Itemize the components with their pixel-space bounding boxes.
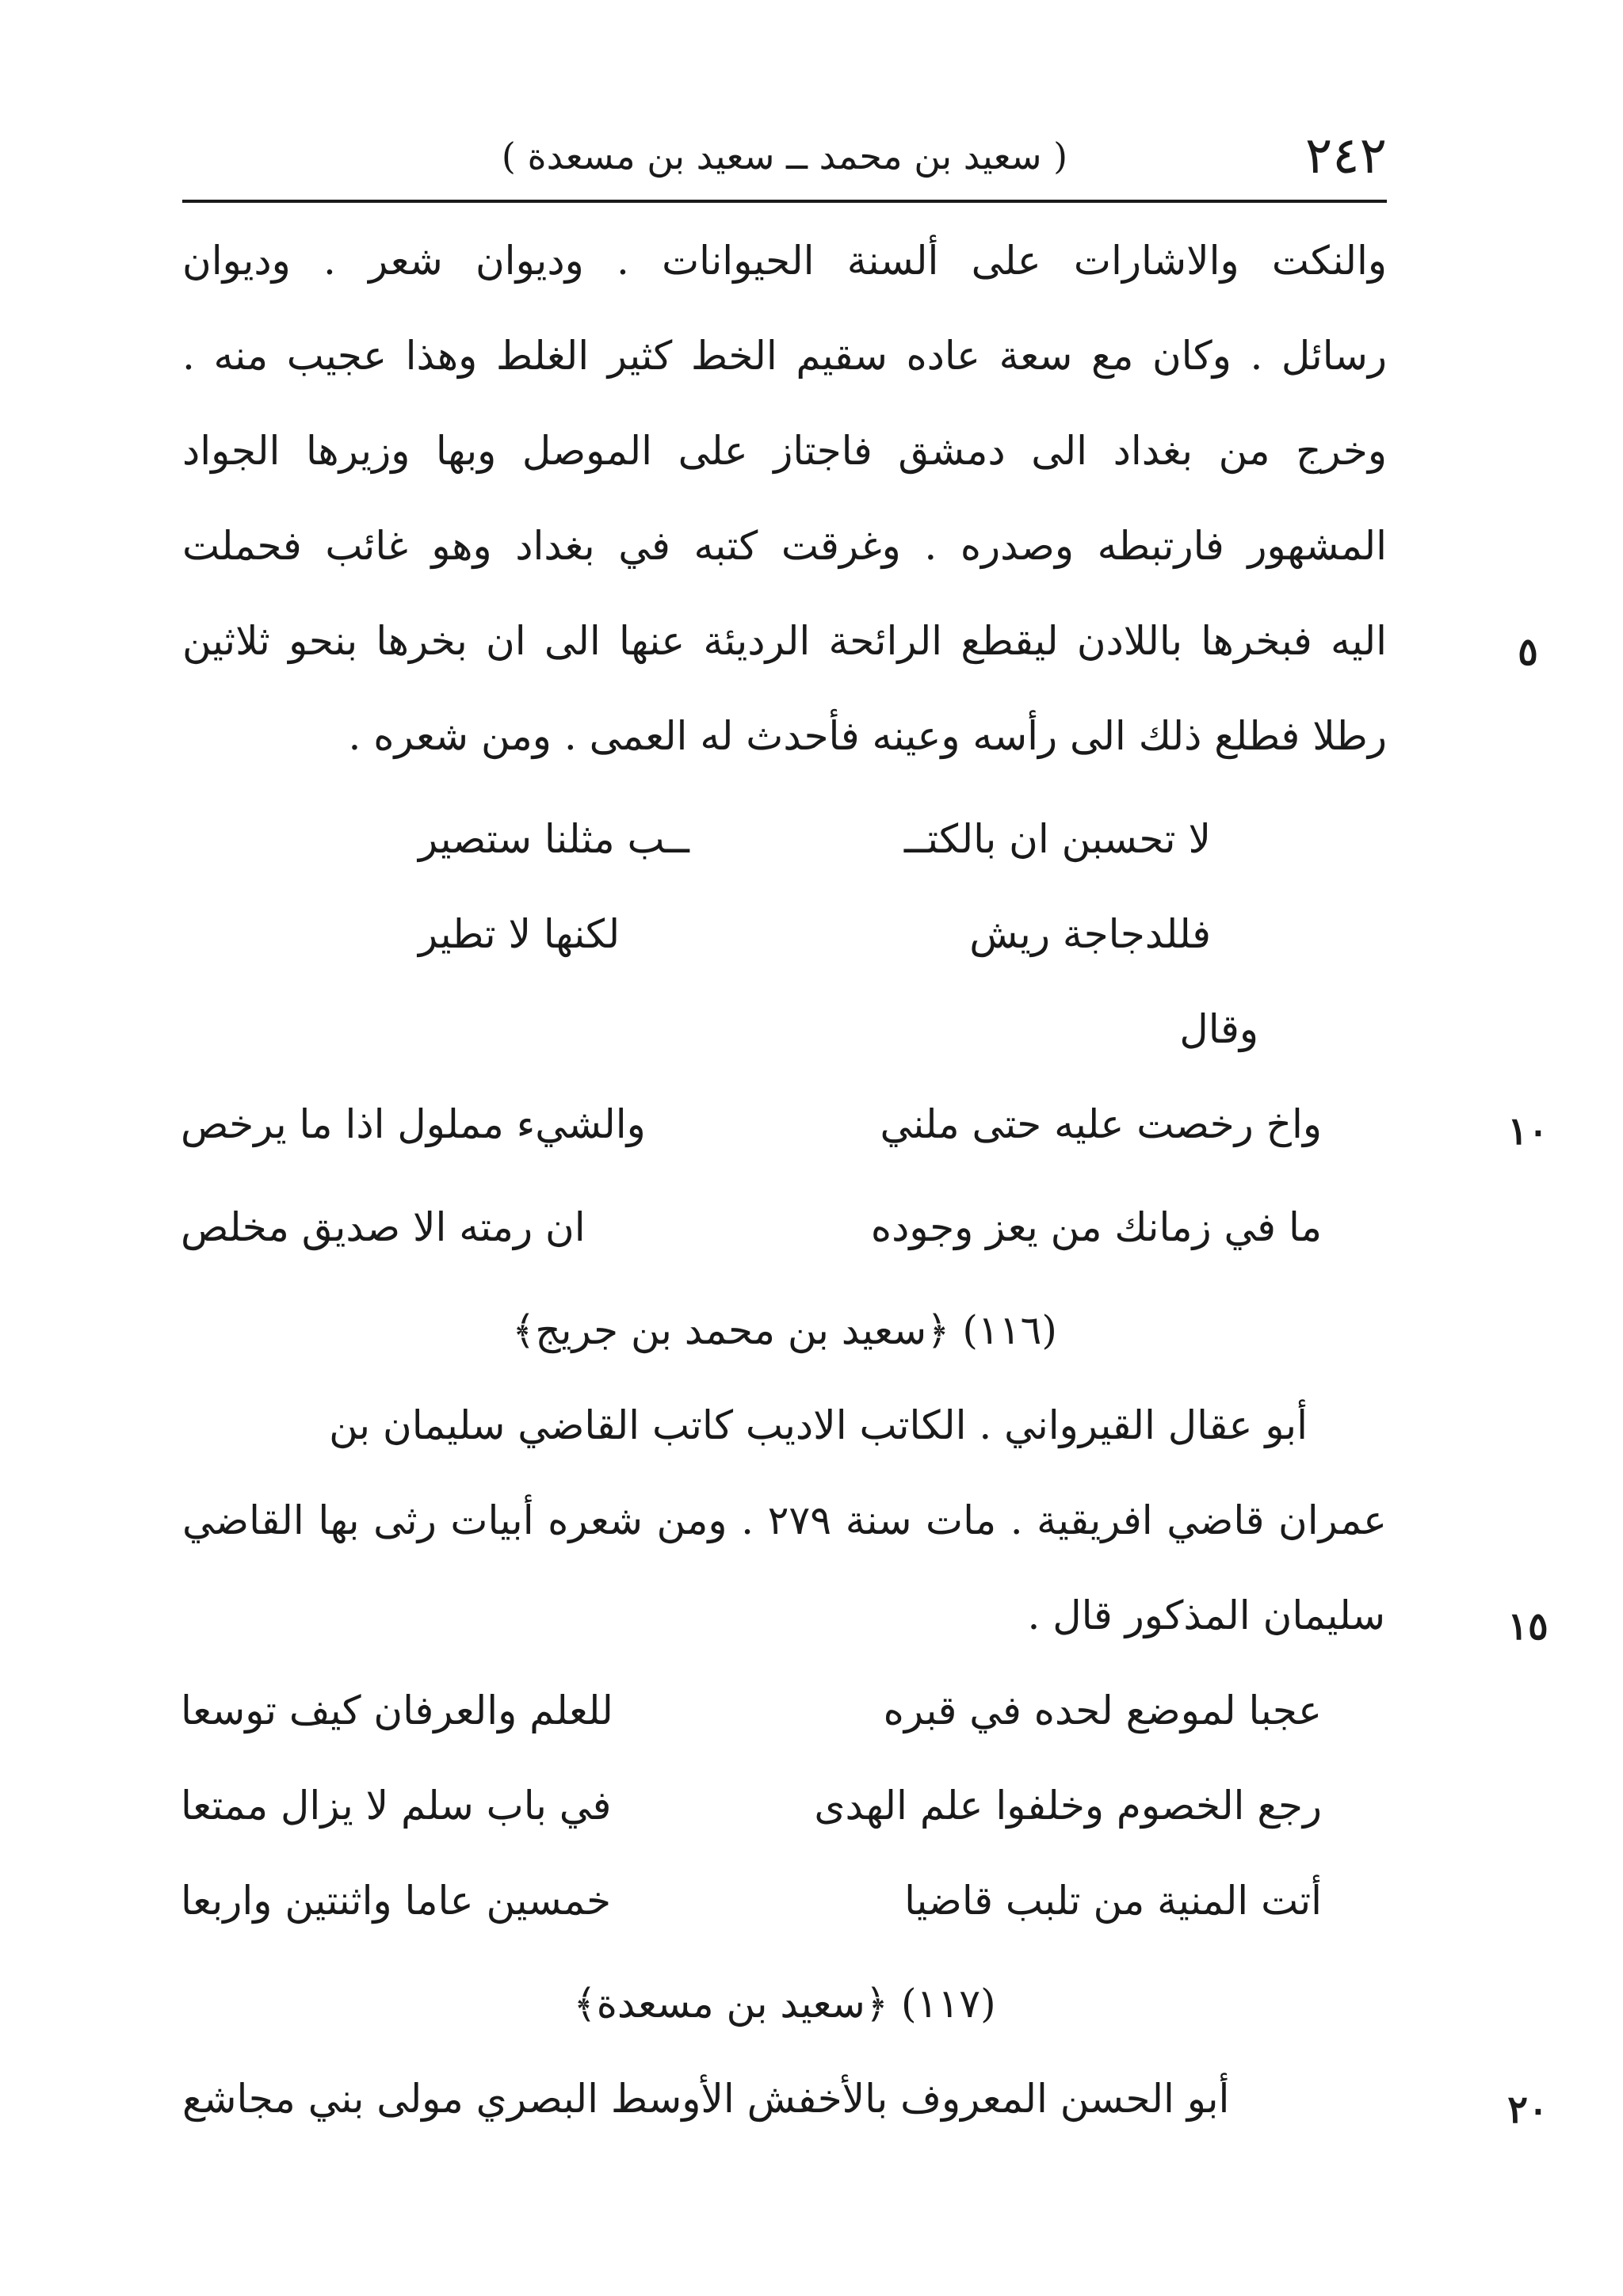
verse-gap — [783, 816, 846, 862]
verse-gap — [720, 1688, 783, 1733]
verse-line — [181, 1204, 1322, 1250]
prose-line: وخرج من بغداد الى دمشق فاجتاز على الموصل وبها وزيرها الجواد — [182, 428, 1387, 474]
line-number: ٢٠ — [1507, 2088, 1549, 2132]
verse-line — [418, 816, 1211, 862]
verse-line — [181, 1878, 1322, 1924]
verse-line — [181, 1101, 1322, 1147]
verse-gap — [783, 911, 846, 957]
verse-gap — [720, 1878, 783, 1924]
verse-hemistich-second: للعلم والعرفان كيف توسعا — [181, 1688, 613, 1733]
verse-line — [181, 1688, 1322, 1733]
verse-line — [181, 1783, 1322, 1829]
line-number: ٥ — [1518, 630, 1538, 674]
verse-line — [418, 911, 1211, 957]
header-rule — [182, 200, 1387, 203]
page-header — [182, 119, 1387, 206]
said-label: وقال — [1179, 1006, 1258, 1052]
running-title: ( سعيد بن محمد ــ سعيد بن مسعدة ) — [501, 135, 1068, 177]
verse-hemistich-second: خمسين عاما واثنتين واربعا — [181, 1878, 612, 1924]
prose-line: سليمان المذكور قال . — [1027, 1592, 1385, 1638]
prose-line: المشهور فارتبطه وصدره . وغرقت كتبه في بغداد وهو غائب فحملت — [182, 523, 1387, 569]
prose-line: رطلا فطلع ذلك الى رأسه وعينه فأحدث له العمى . ومن شعره . — [348, 713, 1387, 759]
prose-line: عمران قاضي افريقية . مات سنة ٢٧٩ . ومن شعره أبيات رثى بها القاضي — [182, 1497, 1387, 1543]
verse-hemistich-second: في باب سلم لا يزال ممتعا — [181, 1783, 612, 1829]
verse-hemistich-first: لا تحسبن ان بالكتــ — [903, 816, 1211, 862]
prose-line: والنكت والاشارات على ألسنة الحيوانات . وديوان شعر . وديوان — [182, 238, 1387, 284]
prose-line: أبو الحسن المعروف بالأخفش الأوسط البصري مولى بني مجاشع — [182, 2076, 1230, 2122]
prose-line: أبو عقال القيرواني . الكاتب الاديب كاتب القاضي سليمان بن — [329, 1402, 1308, 1448]
verse-hemistich-first: عجبا لموضع لحده في قبره — [883, 1688, 1322, 1733]
verse-gap — [720, 1783, 783, 1829]
verse-gap — [720, 1204, 783, 1250]
entry-heading: (١١٧) ﴿سعيد بن مسعدة﴾ — [573, 1981, 996, 2027]
page-number: ٢٤٢ — [1304, 127, 1387, 185]
verse-hemistich-first: واخ رخصت عليه حتى ملني — [880, 1101, 1322, 1147]
verse-hemistich-first: ما في زمانك من يعز وجوده — [870, 1204, 1322, 1250]
verse-hemistich-first: رجع الخصوم وخلفوا علم الهدى — [814, 1783, 1322, 1829]
verse-hemistich-second: والشيء مملول اذا ما يرخص — [181, 1101, 646, 1147]
line-number: ١٥ — [1507, 1604, 1549, 1649]
verse-hemistich-second: ــب مثلنا ستصير — [418, 816, 689, 862]
prose-line: اليه فبخرها باللادن ليقطع الرائحة الرديئة عنها الى ان بخرها بنحو ثلاثين — [182, 618, 1387, 664]
verse-hemistich-second: ان رمته الا صديق مخلص — [181, 1204, 586, 1250]
line-number: ١٠ — [1507, 1109, 1549, 1154]
prose-line: رسائل . وكان مع سعة عاده سقيم الخط كثير الغلط وهذا عجيب منه . — [182, 333, 1387, 379]
verse-hemistich-second: لكنها لا تطير — [418, 911, 621, 957]
verse-gap — [720, 1101, 783, 1147]
entry-heading: (١١٦) ﴿سعيد بن محمد بن جريج﴾ — [512, 1307, 1057, 1353]
verse-hemistich-first: فللدجاجة ريش — [969, 911, 1211, 957]
verse-hemistich-first: أتت المنية من تلبب قاضيا — [904, 1878, 1322, 1924]
